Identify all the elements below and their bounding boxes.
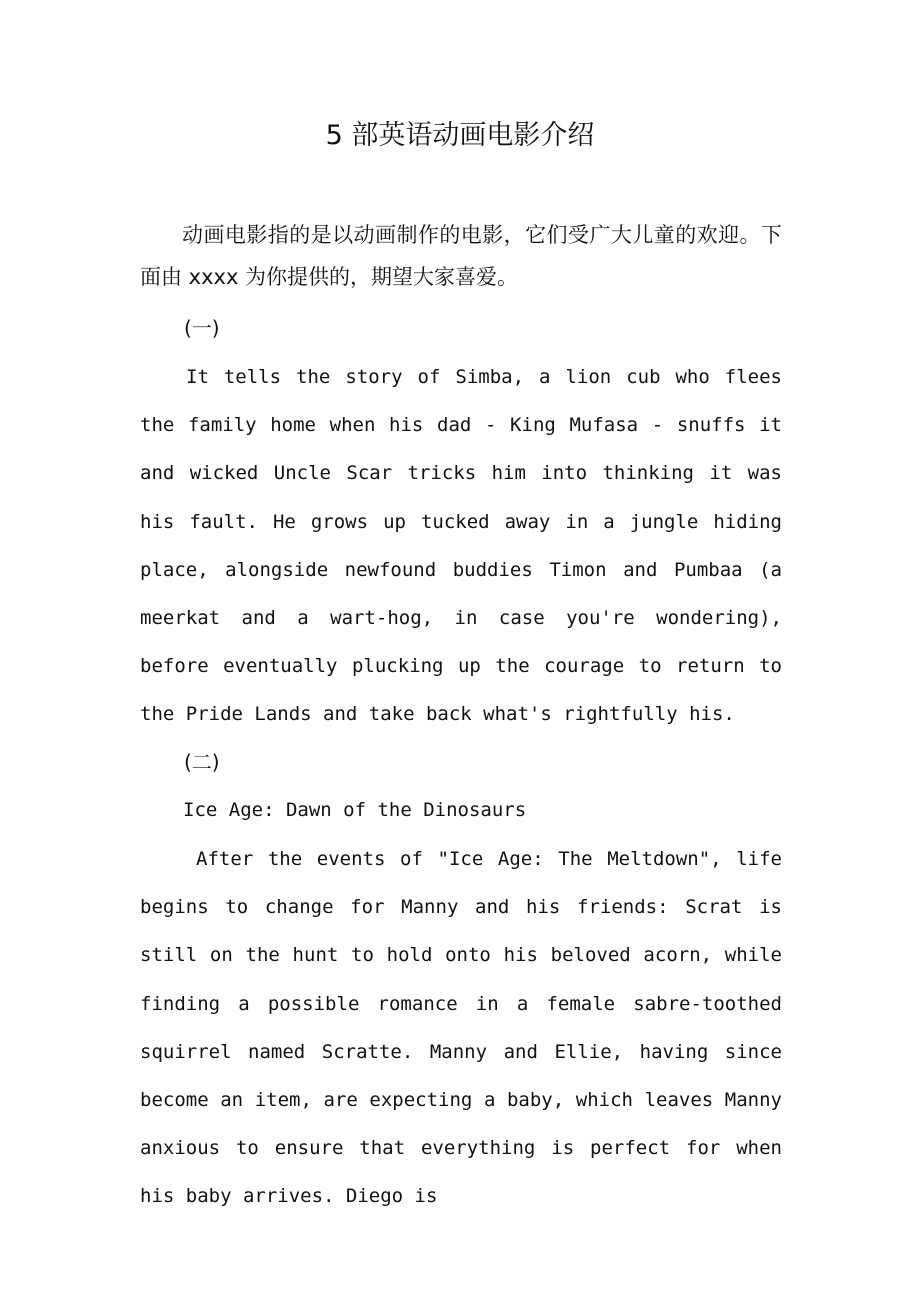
section-1-marker: (一) bbox=[184, 316, 220, 340]
intro-paragraph: 动画电影指的是以动画制作的电影，它们受广大儿童的欢迎。下面由 xxxx 为你提供的，期望大家喜爱。 bbox=[140, 223, 782, 289]
section-2-subtitle: Ice Age: Dawn of the Dinosaurs bbox=[183, 799, 527, 821]
document-title: 5 部英语动画电影介绍 bbox=[325, 120, 595, 151]
section-2-body bbox=[140, 835, 782, 1221]
section-2-marker: (二) bbox=[184, 750, 220, 774]
section-2-body-text: After the events of "Ice Age: The Meltdown", life begins to change for Manny and his friends: Scrat is still on the hunt to hold onto his beloved acorn, while finding a possible romance in a female sabre-toothed squirrel named Scratte. Manny and Ellie, having since become an item, are expecting a baby, which leaves Manny anxious to ensure that everything is perfect for when his baby arrives. Diego is bbox=[140, 848, 782, 1208]
section-1-body bbox=[140, 353, 782, 739]
section-1-body-text: It tells the story of Simba, a lion cub who flees the family home when his dad - King Mufasa - snuffs it and wicked Uncle Scar tricks him into thinking it was his fault. He grows up tucked away in a jungle hiding place, alongside newfound buddies Timon and Pumbaa (a meerkat and a wart-hog, in case you're wondering), before eventually plucking up the courage to return to the Pride Lands and take back what's rightfully his. bbox=[140, 366, 782, 726]
